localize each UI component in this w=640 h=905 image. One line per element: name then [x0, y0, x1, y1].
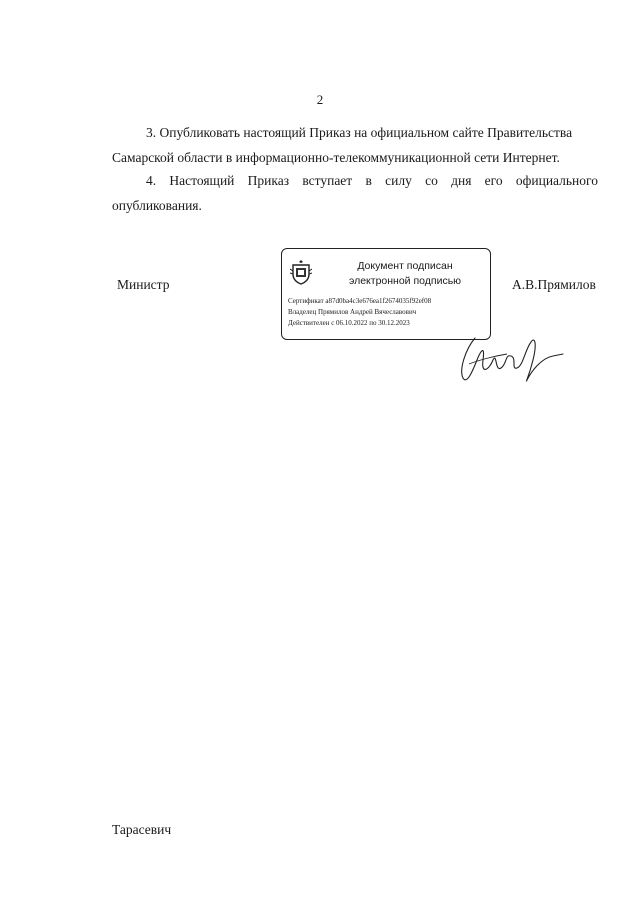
paragraph-3	[112, 120, 598, 170]
stamp-title	[322, 259, 488, 289]
paragraph-4-line-2: опубликования.	[112, 198, 202, 213]
stamp-title-line-1: Документ подписан	[357, 260, 453, 272]
page-number: 2	[316, 92, 324, 107]
coat-of-arms-icon	[290, 259, 312, 285]
stamp-owner: Владелец Прямилов Андрей Вячеславович	[288, 308, 417, 316]
signer-name: А.В.Прямилов	[512, 277, 596, 292]
signer-title: Министр	[117, 277, 170, 292]
paragraph-3-line-2: Самарской области в информационно-телекоммуникационной сети Интернет.	[112, 150, 560, 165]
stamp-title-line-2: электронной подписью	[348, 275, 462, 287]
electronic-signature-stamp	[281, 248, 491, 340]
paragraph-4-line-1: 4. Настоящий Приказ вступает в силу со дня его официального	[146, 173, 598, 188]
stamp-validity: Действителен с 06.10.2022 по 30.12.2023	[288, 319, 410, 327]
stamp-certificate: Сертификат a87d0ba4c3e676ea1f2674035f92ef08	[288, 297, 432, 305]
executor-name: Тарасевич	[112, 822, 172, 837]
handwritten-signature	[455, 330, 565, 390]
paragraph-3-line-1: 3. Опубликовать настоящий Приказ на официальном сайте Правительства	[146, 125, 573, 140]
paragraph-4	[112, 168, 598, 218]
